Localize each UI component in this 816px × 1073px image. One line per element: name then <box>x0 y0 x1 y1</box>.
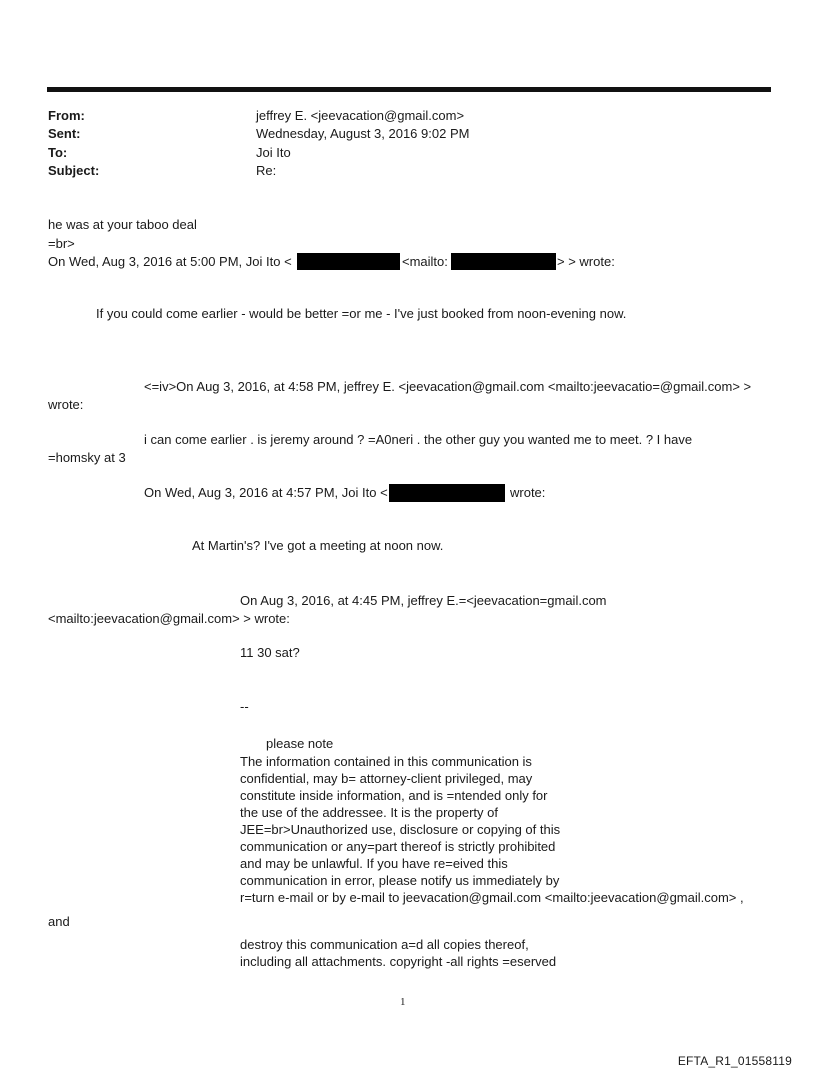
page-number: 1 <box>400 996 406 1008</box>
signature-dash: -- <box>240 699 249 714</box>
note-title: please note <box>266 736 334 751</box>
quote-header-4-wrap: <mailto:jeevacation@gmail.com> > wrote: <box>48 611 290 626</box>
to-value: Joi Ito <box>256 145 291 160</box>
quote-header-2: <=iv>On Aug 3, 2016, at 4:58 PM, jeffrey E. <jeevacation@gmail.com <mailto:jeevacatio=@gmail.com> > <box>144 379 752 394</box>
paragraph-2-wrap: =homsky at 3 <box>48 450 126 465</box>
quote-header-2-wrap: wrote: <box>48 397 84 412</box>
from-label: From: <box>48 108 85 123</box>
note-line: and may be unlawful. If you have re=eived this <box>240 856 508 871</box>
quote-header-1b: <mailto: <box>402 254 448 269</box>
note-line: communication or any=part thereof is strictly prohibited <box>240 839 556 854</box>
quote-header-4: On Aug 3, 2016, at 4:45 PM, jeffrey E.=<jeevacation=gmail.com <box>240 593 607 608</box>
subject-value: Re: <box>256 163 277 178</box>
note-line: communication in error, please notify us immediately by <box>240 873 560 888</box>
note-line: The information contained in this communication is <box>240 754 532 769</box>
header-rule <box>47 87 771 92</box>
note-line: constitute inside information, and is =ntended only for <box>240 788 548 803</box>
body-line-2: =br> <box>48 236 75 251</box>
note-line: including all attachments. copyright -all rights =eserved <box>240 954 557 969</box>
from-value: jeffrey E. <jeevacation@gmail.com> <box>256 108 465 123</box>
redaction-box <box>297 253 400 270</box>
quote-header-3b: wrote: <box>510 485 546 500</box>
note-line: the use of the addressee. It is the property of <box>240 805 498 820</box>
paragraph-3: At Martin's? I've got a meeting at noon now. <box>192 538 444 553</box>
paragraph-1: If you could come earlier - would be better =or me - I've just booked from noon-evening now. <box>96 306 627 321</box>
subject-label: Subject: <box>48 163 100 178</box>
redaction-box <box>451 253 556 270</box>
quote-header-3a: On Wed, Aug 3, 2016 at 4:57 PM, Joi Ito < <box>144 485 388 500</box>
paragraph-4: 11 30 sat? <box>240 645 300 660</box>
redaction-box <box>389 484 505 502</box>
sent-value: Wednesday, August 3, 2016 9:02 PM <box>256 126 470 141</box>
sent-label: Sent: <box>48 126 81 141</box>
note-line: JEE=br>Unauthorized use, disclosure or copying of this <box>240 822 561 837</box>
to-label: To: <box>48 145 68 160</box>
note-line: confidential, may b= attorney-client privileged, may <box>240 771 533 786</box>
body-line-1: he was at your taboo deal <box>48 217 197 232</box>
quote-header-1a: On Wed, Aug 3, 2016 at 5:00 PM, Joi Ito < <box>48 254 292 269</box>
paragraph-2: i can come earlier . is jeremy around ? =A0neri . the other guy you wanted me to meet. ? I have <box>144 432 693 447</box>
quote-header-1c: > > wrote: <box>557 254 615 269</box>
note-line: destroy this communication a=d all copies thereof, <box>240 937 529 952</box>
note-line: r=turn e-mail or by e-mail to jeevacation@gmail.com <mailto:jeevacation@gmail.com> , <box>240 890 744 905</box>
document-id: EFTA_R1_01558119 <box>677 1054 792 1068</box>
note-wrap: and <box>48 914 70 929</box>
